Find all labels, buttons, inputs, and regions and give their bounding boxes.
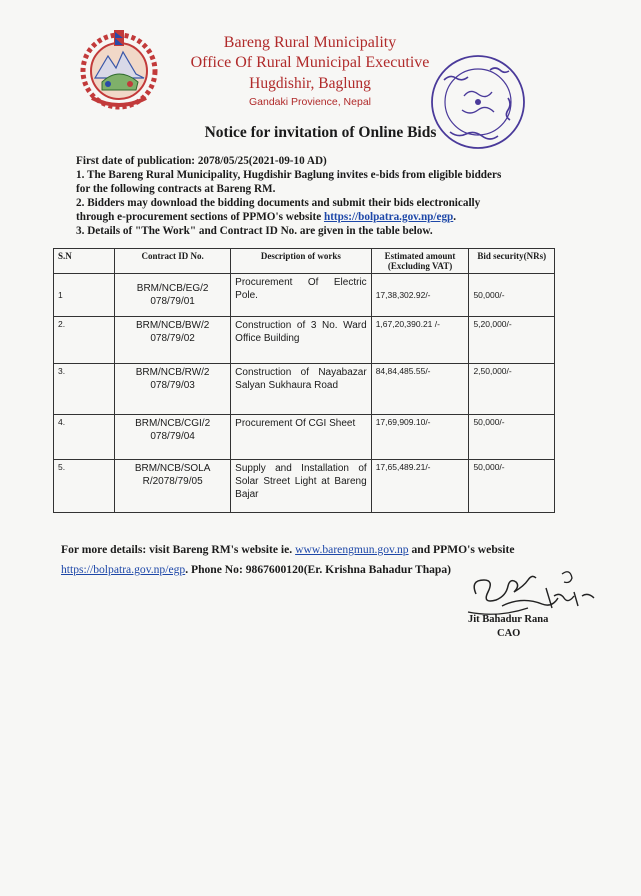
table-header-row <box>54 249 555 274</box>
row-contract-id: BRM/NCB/CGI/2 078/79/04 <box>115 415 231 460</box>
municipality-name: Bareng Rural Municipality <box>223 34 397 51</box>
row-estimated-amount: 17,65,489.21/- <box>371 460 469 513</box>
office-name: Office Of Rural Municipal Executive <box>190 54 430 71</box>
row-sn: 2. <box>54 317 115 364</box>
footer-text-1-end: and PPMO's website <box>408 543 515 556</box>
signatory-name: Jit Bahadur Rana <box>468 614 549 625</box>
footer-phone-text: . Phone No: 9867600120(Er. Krishna Bahadur Thapa) <box>185 563 452 576</box>
bids-table <box>53 248 555 513</box>
row-contract-id: BRM/NCB/EG/2 078/79/01 <box>115 274 231 317</box>
table-row <box>54 274 555 317</box>
row-estimated-amount: 17,69,909.10/- <box>371 415 469 460</box>
footer-line-2 <box>61 560 515 580</box>
official-stamp-icon <box>420 40 535 165</box>
bareng-website-link[interactable]: www.barengmun.gov.np <box>295 543 409 556</box>
row-description: Supply and Installation of Solar Street Light at Bareng Bajar <box>231 460 372 513</box>
footer-text-1: For more details: visit Bareng RM's website ie. <box>61 543 296 556</box>
table-row <box>54 415 555 460</box>
notice-intro <box>76 154 561 238</box>
intro-paragraph-1b: for the following contracts at Bareng RM. <box>76 183 276 195</box>
province-name: Gandaki Provience, Nepal <box>249 96 371 108</box>
row-description: Construction of Nayabazar Salyan Sukhaura Road <box>231 364 372 415</box>
row-description: Procurement Of Electric Pole. <box>231 274 372 317</box>
row-estimated-amount: 84,84,485.55/- <box>371 364 469 415</box>
intro-paragraph-2b-end: . <box>453 211 457 223</box>
notice-title: Notice for invitation of Online Bids <box>204 124 437 141</box>
row-bid-security: 5,20,000/- <box>469 317 555 364</box>
table-row <box>54 460 555 513</box>
row-contract-id: BRM/NCB/SOLA R/2078/79/05 <box>115 460 231 513</box>
row-estimated-amount: 1,67,20,390.21 /- <box>371 317 469 364</box>
row-sn: 4. <box>54 415 115 460</box>
nepal-emblem-icon <box>78 28 160 110</box>
row-description: Procurement Of CGI Sheet <box>231 415 372 460</box>
intro-paragraph-2b-text: through e-procurement sections of PPMO's website <box>76 211 324 223</box>
row-sn: 3. <box>54 364 115 415</box>
row-description: Construction of 3 No. Ward Office Building <box>231 317 372 364</box>
header-description: Description of works <box>231 249 372 274</box>
intro-paragraph-2a: 2. Bidders may download the bidding documents and submit their bids electronically <box>76 197 481 209</box>
egp-link[interactable]: https://bolpatra.gov.np/egp <box>323 211 454 223</box>
office-location: Hugdishir, Baglung <box>249 75 371 92</box>
header-bid-security: Bid security(NRs) <box>469 249 555 274</box>
footer-line-1 <box>61 540 515 560</box>
row-sn: 1 <box>54 274 115 317</box>
header-contract-id: Contract ID No. <box>115 249 231 274</box>
row-contract-id: BRM/NCB/RW/2 078/79/03 <box>115 364 231 415</box>
intro-paragraph-3: 3. Details of "The Work" and Contract ID No. are given in the table below. <box>76 225 433 237</box>
publication-date: First date of publication: 2078/05/25(2021-09-10 AD) <box>76 155 327 167</box>
row-bid-security: 50,000/- <box>469 274 555 317</box>
footer-contact <box>61 540 515 580</box>
signatory-title: CAO <box>497 628 521 639</box>
row-contract-id: BRM/NCB/BW/2 078/79/02 <box>115 317 231 364</box>
row-bid-security: 50,000/- <box>469 415 555 460</box>
table-row <box>54 364 555 415</box>
table-row <box>54 317 555 364</box>
row-bid-security: 50,000/- <box>469 460 555 513</box>
header-sn: S.N <box>54 249 115 274</box>
row-estimated-amount: 17,38,302.92/- <box>371 274 469 317</box>
intro-paragraph-2b <box>76 210 561 224</box>
row-bid-security: 2,50,000/- <box>469 364 555 415</box>
ppmo-website-link[interactable]: https://bolpatra.gov.np/egp <box>61 563 186 576</box>
header-estimated-amount: Estimated amount (Excluding VAT) <box>371 249 469 274</box>
intro-paragraph-1a: 1. The Bareng Rural Municipality, Hugdishir Baglung invites e-bids from eligible bidders <box>76 169 502 181</box>
row-sn: 5. <box>54 460 115 513</box>
